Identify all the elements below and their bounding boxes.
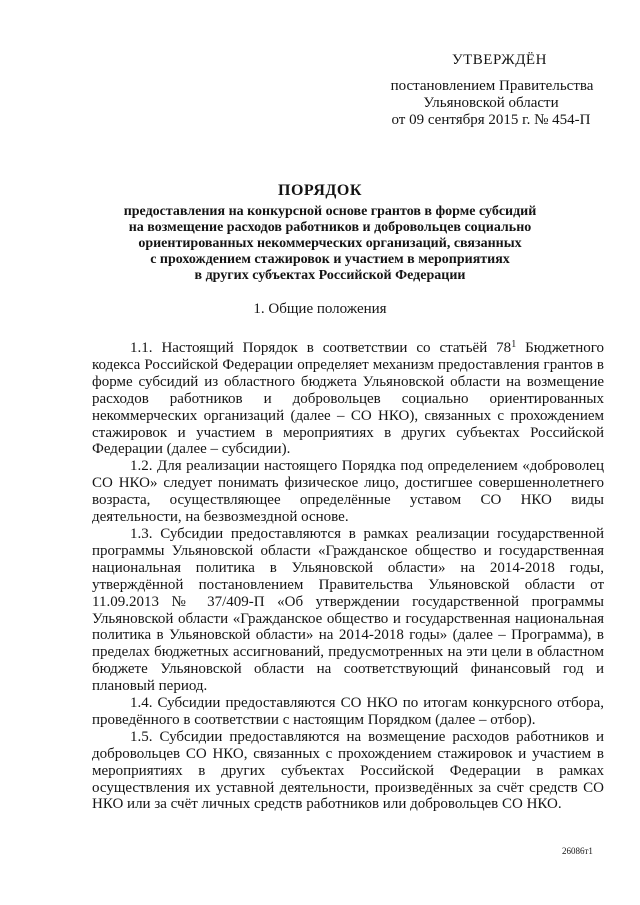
subtitle-line: в других субъектах Российской Федерации <box>194 268 466 283</box>
approval-heading: УТВЕРЖДЁН <box>452 52 547 68</box>
document-subtitle <box>90 204 570 284</box>
approval-line: Ульяновской области <box>423 95 559 111</box>
paragraph: 1.2. Для реализации настоящего Порядка под определением «доброволец СО НКО» следует понимать физическое лицо, достигшее совершеннолетнего возраста, осуществляющее определённые уставом СО НКО виды деятельности, на безвозмездной основе. <box>92 458 604 526</box>
paragraph: 1.4. Субсидии предоставляются СО НКО по итогам конкурсного отбора, проведённого в соответствии с настоящим Порядком (далее – отбор). <box>92 695 604 728</box>
subtitle-line: предоставления на конкурсной основе грантов в форме субсидий <box>123 204 537 219</box>
subtitle-line: на возмещение расходов работников и добровольцев социально <box>128 220 532 235</box>
paragraph <box>92 340 604 458</box>
document-body <box>92 340 604 813</box>
document-title: ПОРЯДОК <box>278 182 362 199</box>
footer-code: 26086т1 <box>562 846 593 856</box>
subtitle-line: ориентированных некоммерческих организаций, связанных <box>138 236 522 251</box>
paragraph: 1.3. Субсидии предоставляются в рамках реализации государственной программы Ульяновской области «Гражданское общество и государственная национальная политика в Ульяновской области» на 2014-2018 годы, утверждённой постановлением Правительства Ульяновской области от 11.09.2013 № 37/409-П «Об утверждении государственной программы Ульяновской области «Гражданское общество и государственная национальная политика в Ульяновской области» на 2014-2018 годы» (далее – Программа), в пределах бюджетных ассигнований, предусмотренных на эти цели в областном бюджете Ульяновской области на соответствующий финансовый год и плановый период. <box>92 525 604 695</box>
approval-line: от 09 сентября 2015 г. № 454-П <box>391 112 591 128</box>
paragraph: 1.5. Субсидии предоставляются на возмещение расходов работников и добровольцев СО НКО, связанных с прохождением стажировок и участием в мероприятиях в других субъектах Российской Федерации в рамках осуществления их уставной деятельности, произведённых за счёт средств СО НКО или за счёт личных средств работников или добровольцев СО НКО. <box>92 728 604 813</box>
approval-line: постановлением Правительства <box>390 78 594 94</box>
section-title: 1. Общие положения <box>253 301 387 317</box>
paragraph-text: 1.1. Настоящий Порядок в соответствии со статьёй 78 <box>130 340 512 356</box>
paragraph-text: Бюджетного кодекса Российской Федерации определяет механизм предоставления грантов в форме субсидий из областного бюджета Ульяновской области на возмещение расходов работников и добровольцев социально ориентированных некоммерческих организаций (далее – СО НКО), связанных с прохождением стажировок и участием в мероприятиях в других субъектах Российской Федерации (далее – субсидии). <box>92 340 604 458</box>
superscript: 1 <box>511 339 517 350</box>
subtitle-line: с прохождением стажировок и участием в мероприятиях <box>150 252 510 267</box>
